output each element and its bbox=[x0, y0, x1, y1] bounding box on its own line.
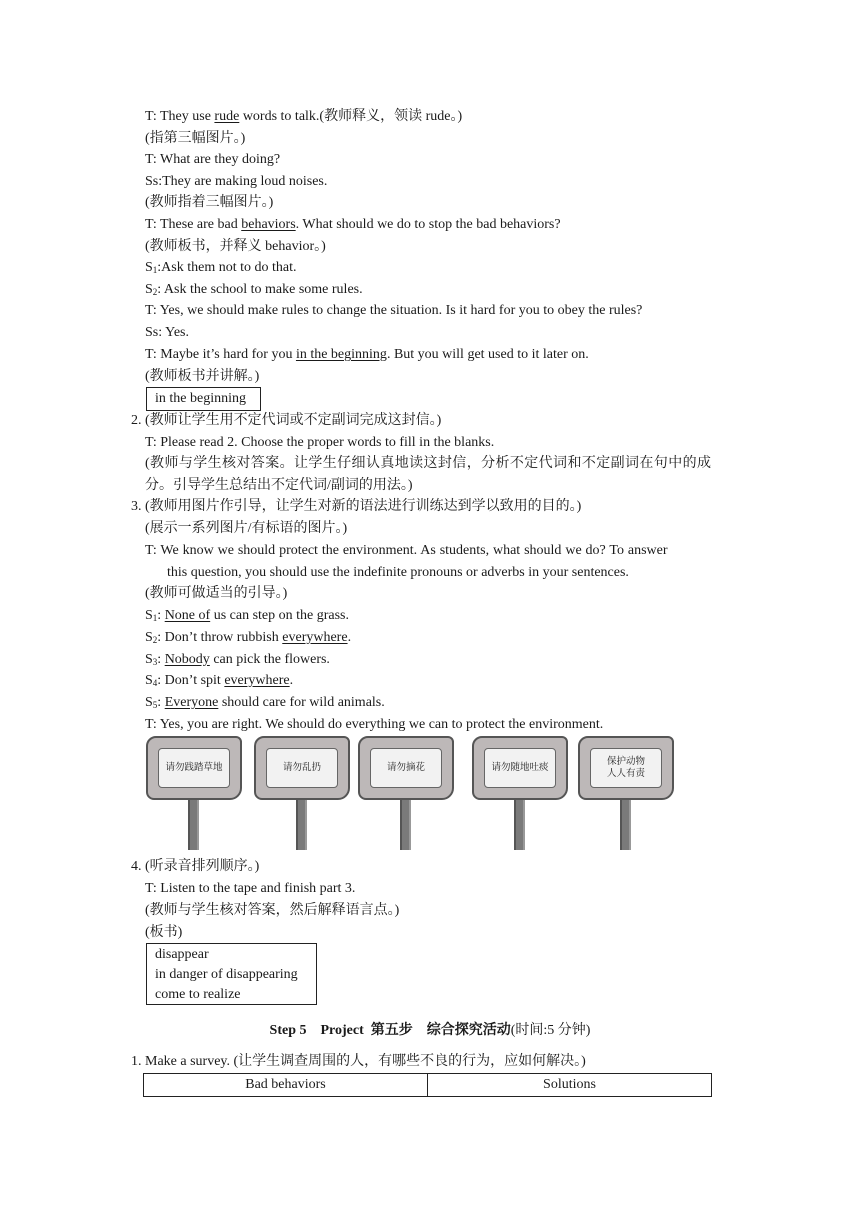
sign-post bbox=[358, 736, 454, 850]
text-line bbox=[145, 672, 293, 690]
text: S bbox=[145, 673, 153, 688]
list-item: 1. Make a survey. (让学生调查周围的人，有哪些不良的行为，应如何解决。) bbox=[131, 1054, 586, 1069]
sign-text: 保护动物 人人有责 bbox=[590, 748, 662, 788]
underlined-word: Nobody bbox=[164, 652, 210, 667]
text: us can step on the grass. bbox=[210, 608, 349, 623]
sign-text: 请勿践踏草地 bbox=[158, 748, 230, 788]
text-line: (教师指着三幅图片。) bbox=[145, 195, 274, 210]
sign-post bbox=[578, 736, 674, 850]
text: : Don’t spit bbox=[157, 673, 225, 688]
text: . What should we do to stop the bad behaviors? bbox=[295, 217, 561, 232]
text: words to talk.(教师释义，领读 rude。) bbox=[239, 109, 463, 124]
subscript: 2 bbox=[152, 287, 158, 297]
text: S bbox=[145, 282, 153, 297]
subscript: 3 bbox=[152, 657, 158, 667]
list-item: 3. (教师用图片作引导，让学生对新的语法进行训练达到学以致用的目的。) bbox=[131, 499, 582, 514]
text: :Ask them not to do that. bbox=[157, 260, 297, 275]
paragraph: (教师与学生核对答案。让学生仔细认真地读这封信，分析不定代词和不定副词在句中的成分。引导学生总结出不定代词/副词的用法。) bbox=[145, 456, 711, 493]
sign-illustration bbox=[146, 736, 674, 850]
sign-post bbox=[472, 736, 568, 850]
text: S bbox=[145, 630, 153, 645]
sign-board bbox=[472, 736, 568, 800]
blackboard-box bbox=[146, 943, 317, 1005]
board-word: in danger of disappearing bbox=[155, 967, 298, 982]
text-line: this question, you should use the indefinite pronouns or adverbs in your sentences. bbox=[167, 565, 629, 580]
text-line: (指第三幅图片。) bbox=[145, 131, 246, 146]
subscript: 5 bbox=[152, 700, 158, 710]
table-header: Bad behaviors bbox=[144, 1074, 428, 1097]
post bbox=[514, 792, 525, 850]
sign-board bbox=[358, 736, 454, 800]
list-item: 2. (教师让学生用不定代词或不定副词完成这封信。) bbox=[131, 413, 442, 428]
sign-board bbox=[254, 736, 350, 800]
text-line bbox=[145, 651, 330, 669]
list-item: 4. (听录音排列顺序。) bbox=[131, 859, 260, 874]
text: S bbox=[145, 652, 153, 667]
sign-board bbox=[578, 736, 674, 800]
text-line: T: Yes, we should make rules to change the situation. Is it hard for you to obey the rules? bbox=[145, 303, 643, 318]
sign-text: 请勿摘花 bbox=[370, 748, 442, 788]
text-line: T: Please read 2. Choose the proper words to fill in the blanks. bbox=[145, 435, 495, 450]
text: . bbox=[347, 630, 352, 645]
text-line: T: Yes, you are right. We should do everything we can to protect the environment. bbox=[145, 717, 604, 732]
text-line: T: What are they doing? bbox=[145, 152, 281, 167]
text: : bbox=[157, 608, 165, 623]
text-line: Ss:They are making loud noises. bbox=[145, 174, 328, 189]
sign-post bbox=[254, 736, 350, 850]
text-line: (教师与学生核对答案，然后解释语言点。) bbox=[145, 903, 400, 918]
text-line: T: Listen to the tape and finish part 3. bbox=[145, 881, 356, 896]
text: : bbox=[157, 652, 165, 667]
text: should care for wild animals. bbox=[218, 695, 385, 710]
text-line: (教师板书，并释义 behavior。) bbox=[145, 239, 326, 254]
text-line: (教师板书并讲解。) bbox=[145, 369, 260, 384]
text-line: (板书) bbox=[145, 925, 183, 940]
text-line bbox=[145, 216, 561, 234]
sign-post bbox=[146, 736, 242, 850]
sign-board bbox=[146, 736, 242, 800]
text-line bbox=[145, 694, 385, 712]
board-word: disappear bbox=[155, 947, 209, 962]
subscript: 1 bbox=[152, 265, 158, 275]
underlined-word: Everyone bbox=[164, 695, 219, 710]
step-title: Step 5 Project 第五步 综合探究活动 bbox=[269, 1023, 511, 1038]
text: . bbox=[289, 673, 294, 688]
board-word: come to realize bbox=[155, 987, 241, 1002]
text: can pick the flowers. bbox=[209, 652, 330, 667]
subscript: 1 bbox=[152, 613, 158, 623]
text: S bbox=[145, 695, 153, 710]
text-line bbox=[145, 281, 363, 299]
underlined-word: in the beginning bbox=[295, 347, 387, 362]
text: T: These are bad bbox=[145, 217, 242, 232]
survey-table bbox=[143, 1073, 712, 1097]
blackboard-box: in the beginning bbox=[146, 387, 261, 411]
text-line: (教师可做适当的引导。) bbox=[145, 586, 288, 601]
sign-text: 请勿随地吐痰 bbox=[484, 748, 556, 788]
text: S bbox=[145, 608, 153, 623]
underlined-word: everywhere bbox=[282, 630, 348, 645]
text: S bbox=[145, 260, 153, 275]
underlined-word: rude bbox=[214, 109, 240, 124]
text-line: Ss: Yes. bbox=[145, 325, 189, 340]
text-line bbox=[145, 346, 589, 364]
post bbox=[400, 792, 411, 850]
post bbox=[620, 792, 631, 850]
underlined-word: everywhere bbox=[224, 673, 290, 688]
table-header: Solutions bbox=[428, 1074, 712, 1097]
post bbox=[188, 792, 199, 850]
table-header-row bbox=[144, 1074, 712, 1097]
text-line: T: We know we should protect the environment. As students, what should we do? To answer bbox=[145, 543, 668, 558]
post bbox=[296, 792, 307, 850]
text-line bbox=[145, 607, 349, 625]
step-heading bbox=[0, 1019, 860, 1039]
subscript: 2 bbox=[152, 635, 158, 645]
text: T: They use bbox=[145, 109, 215, 124]
text-line bbox=[145, 629, 351, 647]
text: : Ask the school to make some rules. bbox=[157, 282, 363, 297]
text: : Don’t throw rubbish bbox=[157, 630, 283, 645]
text: : bbox=[157, 695, 165, 710]
text: . But you will get used to it later on. bbox=[386, 347, 589, 362]
underlined-word: behaviors bbox=[241, 217, 296, 232]
text-line bbox=[145, 108, 462, 126]
underlined-word: None of bbox=[164, 608, 211, 623]
text-line bbox=[145, 259, 297, 277]
subscript: 4 bbox=[152, 678, 158, 688]
sign-text: 请勿乱扔 bbox=[266, 748, 338, 788]
text: T: Maybe it’s hard for you bbox=[145, 347, 296, 362]
text-line: (展示一系列图片/有标语的图片。) bbox=[145, 521, 348, 536]
step-time: (时间:5 分钟) bbox=[510, 1023, 591, 1038]
